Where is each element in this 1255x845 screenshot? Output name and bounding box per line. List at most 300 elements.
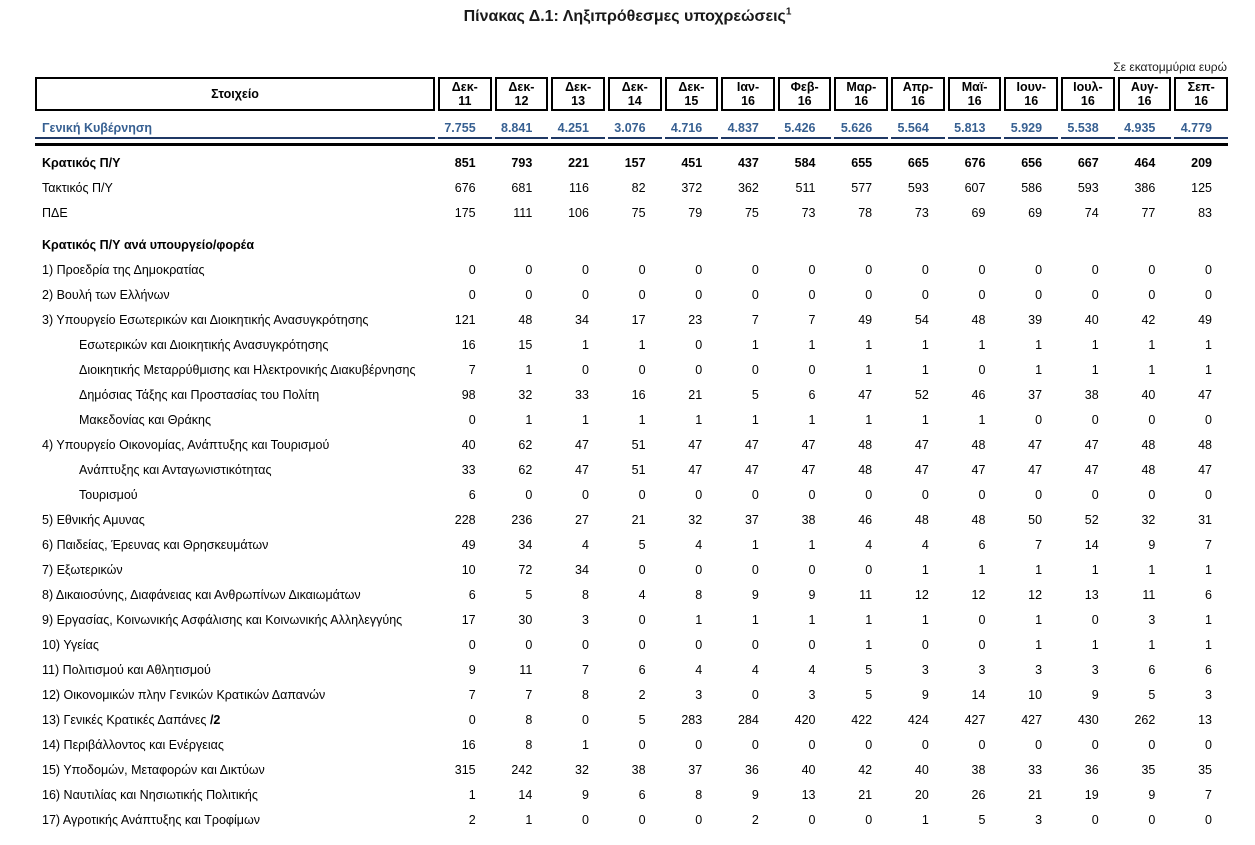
cell-value: 5.929 [1004, 121, 1058, 139]
column-header [1174, 77, 1228, 111]
column-header-year: 16 [1080, 94, 1095, 108]
row-label [35, 638, 435, 652]
cell-value: 14 [971, 687, 986, 702]
cell-value: 0 [921, 262, 929, 277]
cell-value: 1 [581, 737, 589, 752]
cell-value: 38 [1084, 387, 1099, 402]
cell-value: 6 [1205, 587, 1212, 602]
cell-value: 0 [978, 362, 986, 377]
table-row [35, 457, 1228, 482]
column-header-year: 14 [627, 94, 642, 108]
cell-value: 1 [921, 362, 929, 377]
row-label [35, 463, 435, 477]
cell-value: 5 [638, 537, 646, 552]
row-label-text: 13) Γενικές Κρατικές Δαπάνες [42, 712, 207, 727]
cell-value: 9 [751, 587, 759, 602]
page-title-text: Πίνακας Δ.1: Ληξιπρόθεσμες υποχρεώσεις [463, 8, 786, 25]
cell-value: 7 [581, 662, 589, 677]
cell-value: 47 [744, 437, 759, 452]
row-label-text: Ανάπτυξης και Ανταγωνιστικότητας [79, 462, 272, 477]
cell-value: 47 [1028, 462, 1043, 477]
cell-value: 3 [921, 662, 929, 677]
cell-value: 0 [808, 812, 816, 827]
cell-value: 427 [964, 712, 986, 727]
table-row [35, 282, 1228, 307]
table-row [35, 707, 1228, 732]
row-label-text: 12) Οικονομικών πλην Γενικών Κρατικών Δαπανών [42, 687, 326, 702]
row-label-text: Κρατικός Π/Υ ανά υπουργείο/φορέα [42, 237, 255, 252]
cell-value: 1 [1148, 562, 1156, 577]
row-label [35, 738, 435, 752]
cell-value: 1 [751, 537, 759, 552]
cell-value: 0 [751, 737, 759, 752]
cell-value: 48 [971, 437, 986, 452]
cell-value: 14 [1084, 537, 1099, 552]
cell-value: 593 [1077, 180, 1099, 195]
cell-value: 12 [1028, 587, 1043, 602]
cell-value: 0 [638, 287, 646, 302]
cell-value: 0 [1205, 262, 1212, 277]
cell-value: 0 [751, 687, 759, 702]
cell-value: 35 [1198, 762, 1212, 777]
cell-value: 47 [1084, 462, 1099, 477]
table-row [35, 532, 1228, 557]
cell-value: 4.251 [551, 121, 605, 139]
cell-value: 79 [688, 205, 703, 220]
cell-value: 5.564 [891, 121, 945, 139]
cell-value: 0 [581, 262, 589, 277]
row-label [35, 713, 435, 727]
row-label [35, 206, 435, 220]
cell-value: 420 [794, 712, 816, 727]
column-header [891, 77, 945, 111]
column-header-month: Μαρ- [846, 80, 877, 94]
cell-value: 1 [865, 412, 873, 427]
cell-value: 1 [751, 412, 759, 427]
cell-value: 362 [737, 180, 759, 195]
cell-value: 0 [581, 287, 589, 302]
column-header [608, 77, 662, 111]
cell-value: 0 [978, 287, 986, 302]
cell-value: 386 [1134, 180, 1156, 195]
row-label-text: Τουρισμού [79, 487, 138, 502]
cell-value: 32 [575, 762, 589, 777]
cell-value: 0 [978, 262, 986, 277]
cell-value: 0 [1035, 412, 1043, 427]
cell-value: 793 [511, 155, 533, 170]
row-label [35, 613, 435, 627]
cell-value: 75 [631, 205, 646, 220]
row-label [35, 788, 435, 802]
table-row [35, 307, 1228, 332]
cell-value: 665 [907, 155, 929, 170]
cell-value: 430 [1077, 712, 1099, 727]
cell-value: 0 [808, 737, 816, 752]
column-header-year: 13 [571, 94, 586, 108]
cell-value: 315 [454, 762, 476, 777]
cell-value: 0 [751, 637, 759, 652]
column-header-month: Απρ- [902, 80, 934, 94]
cell-value: 11 [859, 587, 873, 602]
cell-value: 0 [1205, 412, 1212, 427]
cell-value: 8 [695, 587, 703, 602]
cell-value: 40 [914, 762, 929, 777]
cell-value: 1 [1205, 637, 1212, 652]
cell-value: 1 [978, 562, 986, 577]
cell-value: 5.813 [948, 121, 1002, 139]
cell-value: 0 [921, 287, 929, 302]
cell-value: 0 [1035, 287, 1043, 302]
cell-value: 46 [971, 387, 986, 402]
column-header-month: Ιουλ- [1073, 80, 1103, 94]
cell-value: 13 [1084, 587, 1099, 602]
cell-value: 47 [801, 437, 816, 452]
cell-value: 3 [1035, 662, 1043, 677]
cell-value: 1 [1205, 562, 1212, 577]
cell-value: 33 [461, 462, 476, 477]
cell-value: 8 [525, 712, 533, 727]
cell-value: 33 [575, 387, 589, 402]
cell-value: 62 [518, 462, 533, 477]
cell-value: 0 [1091, 612, 1099, 627]
cell-value: 0 [638, 812, 646, 827]
cell-value: 69 [1028, 205, 1043, 220]
cell-value: 0 [808, 362, 816, 377]
cell-value: 32 [518, 387, 533, 402]
column-header-year: 16 [797, 94, 812, 108]
cell-value: 1 [1148, 337, 1156, 352]
cell-value: 8.841 [495, 121, 549, 139]
column-header-month: Ιουν- [1016, 80, 1046, 94]
column-header-year: 16 [911, 94, 925, 108]
cell-value: 3.076 [608, 121, 662, 139]
cell-value: 236 [511, 512, 533, 527]
cell-value: 5.426 [778, 121, 832, 139]
row-label [35, 563, 435, 577]
table-row [35, 782, 1228, 807]
cell-value: 1 [1035, 637, 1043, 652]
cell-value: 27 [575, 512, 589, 527]
cell-value: 0 [921, 487, 929, 502]
column-header-year: 16 [1194, 94, 1209, 108]
cell-value: 1 [581, 337, 589, 352]
cell-value: 0 [1148, 262, 1156, 277]
cell-value: 19 [1084, 787, 1099, 802]
cell-value: 0 [638, 737, 646, 752]
cell-value: 157 [624, 155, 646, 170]
cell-value: 0 [525, 637, 533, 652]
data-table [35, 60, 1228, 832]
cell-value: 0 [1035, 262, 1043, 277]
row-label-text: Διοικητικής Μεταρρύθμισης και Ηλεκτρονικής Διακυβέρνησης [79, 362, 416, 377]
cell-value: 1 [695, 412, 703, 427]
cell-value: 48 [1141, 462, 1156, 477]
cell-value: 40 [801, 762, 816, 777]
cell-value: 9 [468, 662, 476, 677]
cell-value: 9 [808, 587, 816, 602]
cell-value: 4 [638, 587, 646, 602]
cell-value: 13 [801, 787, 816, 802]
cell-value: 1 [751, 612, 759, 627]
cell-value: 3 [695, 687, 703, 702]
column-header-month: Δεκ- [621, 80, 648, 94]
cell-value: 121 [454, 312, 476, 327]
cell-value: 31 [1198, 512, 1212, 527]
cell-value: 0 [1091, 812, 1099, 827]
row-label-text: 14) Περιβάλλοντος και Ενέργειας [42, 737, 224, 752]
row-label [35, 363, 435, 377]
cell-value: 464 [1134, 155, 1156, 170]
cell-value: 577 [851, 180, 873, 195]
cell-value: 0 [695, 262, 703, 277]
column-header-stoixeio [35, 77, 435, 111]
row-label [35, 413, 435, 427]
cell-value: 5.626 [834, 121, 888, 139]
row-label [35, 388, 435, 402]
row-label [35, 263, 435, 277]
cell-value: 1 [865, 362, 873, 377]
cell-value: 1 [921, 562, 929, 577]
table-row [35, 150, 1228, 175]
cell-value: 4 [581, 537, 589, 552]
cell-value: 0 [525, 487, 533, 502]
cell-value: 34 [575, 562, 589, 577]
cell-value: 0 [808, 487, 816, 502]
cell-value: 11 [519, 662, 533, 677]
cell-value: 7 [1205, 537, 1212, 552]
cell-value: 54 [914, 312, 929, 327]
cell-value: 0 [865, 737, 873, 752]
cell-value: 5 [865, 662, 873, 677]
column-header-year: 15 [684, 94, 699, 108]
cell-value: 111 [513, 205, 533, 220]
column-header-year: 16 [967, 94, 982, 108]
cell-value: 8 [695, 787, 703, 802]
row-label-text: 7) Εξωτερικών [42, 562, 123, 577]
table-row [35, 382, 1228, 407]
unit-note: Σε εκατομμύρια ευρώ [1113, 60, 1227, 74]
column-header-label: Στοιχείο [211, 87, 259, 101]
cell-value: 1 [808, 337, 816, 352]
cell-value: 38 [801, 512, 816, 527]
cell-value: 5 [638, 712, 646, 727]
cell-value: 6 [638, 787, 646, 802]
cell-value: 584 [794, 155, 816, 170]
cell-value: 424 [907, 712, 929, 727]
table-row [35, 757, 1228, 782]
row-label-text: Εσωτερικών και Διοικητικής Ανασυγκρότησης [79, 337, 329, 352]
cell-value: 12 [971, 587, 986, 602]
column-header-month: Δεκ- [678, 80, 705, 94]
cell-value: 47 [914, 462, 929, 477]
cell-value: 0 [581, 362, 589, 377]
cell-value: 0 [808, 637, 816, 652]
cell-value: 47 [575, 462, 589, 477]
cell-value: 0 [751, 262, 759, 277]
cell-value: 7 [751, 312, 759, 327]
cell-value: 7 [525, 687, 533, 702]
cell-value: 48 [1198, 437, 1212, 452]
cell-value: 9 [1148, 537, 1156, 552]
cell-value: 0 [581, 487, 589, 502]
cell-value: 48 [858, 462, 873, 477]
cell-value: 0 [581, 637, 589, 652]
cell-value: 72 [518, 562, 533, 577]
cell-value: 47 [688, 462, 703, 477]
cell-value: 0 [695, 337, 703, 352]
cell-value: 511 [795, 180, 816, 195]
row-label [35, 663, 435, 677]
cell-value: 47 [971, 462, 986, 477]
cell-value: 14 [518, 787, 533, 802]
cell-value: 0 [1148, 812, 1156, 827]
cell-value: 1 [1091, 637, 1099, 652]
cell-value: 0 [978, 487, 986, 502]
cell-value: 32 [1141, 512, 1156, 527]
cell-value: 656 [1021, 155, 1043, 170]
column-header [1004, 77, 1058, 111]
row-label-text: 6) Παιδείας, Έρευνας και Θρησκευμάτων [42, 537, 269, 552]
cell-value: 1 [638, 337, 646, 352]
cell-value: 4 [865, 537, 873, 552]
cell-value: 40 [1141, 387, 1156, 402]
cell-value: 35 [1141, 762, 1156, 777]
cell-value: 42 [1141, 312, 1156, 327]
cell-value: 13 [1198, 712, 1212, 727]
cell-value: 10 [1028, 687, 1043, 702]
cell-value: 1 [865, 637, 873, 652]
table-header-row [35, 77, 1228, 111]
cell-value: 17 [461, 612, 476, 627]
cell-value: 427 [1021, 712, 1043, 727]
cell-value: 1 [695, 612, 703, 627]
cell-value: 0 [695, 362, 703, 377]
cell-value: 26 [971, 787, 986, 802]
cell-value: 36 [1084, 762, 1099, 777]
cell-value: 16 [461, 337, 476, 352]
cell-value: 0 [751, 287, 759, 302]
cell-value: 0 [865, 262, 873, 277]
column-header [665, 77, 719, 111]
section-divider [35, 143, 1228, 146]
cell-value: 437 [737, 155, 759, 170]
cell-value: 7 [1035, 537, 1043, 552]
cell-value: 5 [865, 687, 873, 702]
cell-value: 48 [971, 312, 986, 327]
cell-value: 0 [468, 287, 476, 302]
cell-value: 0 [865, 562, 873, 577]
cell-value: 1 [1035, 362, 1043, 377]
cell-value: 1 [1205, 337, 1212, 352]
cell-value: 242 [511, 762, 533, 777]
row-label-text: 3) Υπουργείο Εσωτερικών και Διοικητικής Ανασυγκρότησης [42, 312, 369, 327]
cell-value: 667 [1077, 155, 1099, 170]
cell-value: 0 [525, 287, 533, 302]
cell-value: 1 [808, 612, 816, 627]
cell-value: 78 [858, 205, 873, 220]
cell-value: 0 [751, 362, 759, 377]
cell-value: 21 [688, 387, 703, 402]
cell-value: 4 [808, 662, 816, 677]
cell-value: 0 [978, 637, 986, 652]
cell-value: 0 [638, 612, 646, 627]
cell-value: 0 [921, 637, 929, 652]
cell-value: 0 [1148, 287, 1156, 302]
cell-value: 262 [1134, 712, 1156, 727]
cell-value: 2 [751, 812, 759, 827]
cell-value: 0 [638, 637, 646, 652]
cell-value: 1 [751, 337, 759, 352]
cell-value: 1 [468, 787, 476, 802]
cell-value: 0 [1091, 412, 1099, 427]
cell-value: 12 [914, 587, 929, 602]
cell-value: 3 [978, 662, 986, 677]
row-label-text: 1) Προεδρία της Δημοκρατίας [42, 262, 205, 277]
cell-value: 0 [865, 487, 873, 502]
cell-value: 593 [907, 180, 929, 195]
row-label-text: 9) Εργασίας, Κοινωνικής Ασφάλισης και Κοινωνικής Αλληλεγγύης [42, 612, 403, 627]
column-header [495, 77, 549, 111]
table-row [35, 118, 1228, 142]
cell-value: 0 [638, 362, 646, 377]
row-label-text: Τακτικός Π/Υ [42, 180, 113, 195]
cell-value: 422 [851, 712, 873, 727]
cell-value: 48 [858, 437, 873, 452]
row-label-text: Μακεδονίας και Θράκης [79, 412, 211, 427]
cell-value: 1 [978, 412, 986, 427]
cell-value: 47 [1198, 387, 1212, 402]
table-row [35, 332, 1228, 357]
cell-value: 1 [808, 537, 816, 552]
cell-value: 98 [461, 387, 476, 402]
table-row [35, 632, 1228, 657]
cell-value: 1 [581, 412, 589, 427]
cell-value: 4 [921, 537, 929, 552]
cell-value: 0 [695, 637, 703, 652]
cell-value: 1 [525, 362, 533, 377]
cell-value: 4 [695, 662, 703, 677]
table-row [35, 232, 1228, 257]
column-header-month: Δεκ- [451, 80, 478, 94]
cell-value: 16 [631, 387, 646, 402]
cell-value: 283 [681, 712, 703, 727]
cell-value: 0 [808, 262, 816, 277]
row-label-text: ΠΔΕ [42, 205, 68, 220]
table-body [35, 118, 1228, 832]
cell-value: 7.755 [438, 121, 492, 139]
cell-value: 1 [1205, 612, 1212, 627]
title-superscript: 1 [785, 6, 792, 18]
cell-value: 48 [914, 512, 929, 527]
cell-value: 4.716 [665, 121, 719, 139]
row-label-text: Δημόσιας Τάξης και Προστασίας του Πολίτη [79, 387, 320, 402]
cell-value: 49 [1198, 312, 1212, 327]
cell-value: 0 [695, 487, 703, 502]
column-header-month: Μαϊ- [961, 80, 988, 94]
cell-value: 73 [914, 205, 929, 220]
cell-value: 21 [1028, 787, 1043, 802]
row-label-text: 5) Εθνικής Αμυνας [42, 512, 145, 527]
cell-value: 1 [1035, 337, 1043, 352]
cell-value: 6 [978, 537, 986, 552]
cell-value: 0 [468, 712, 476, 727]
row-label-text: 2) Βουλή των Ελλήνων [42, 287, 170, 302]
cell-value: 0 [978, 737, 986, 752]
cell-value: 47 [744, 462, 759, 477]
cell-value: 51 [631, 437, 646, 452]
cell-value: 47 [1084, 437, 1099, 452]
cell-value: 1 [808, 412, 816, 427]
